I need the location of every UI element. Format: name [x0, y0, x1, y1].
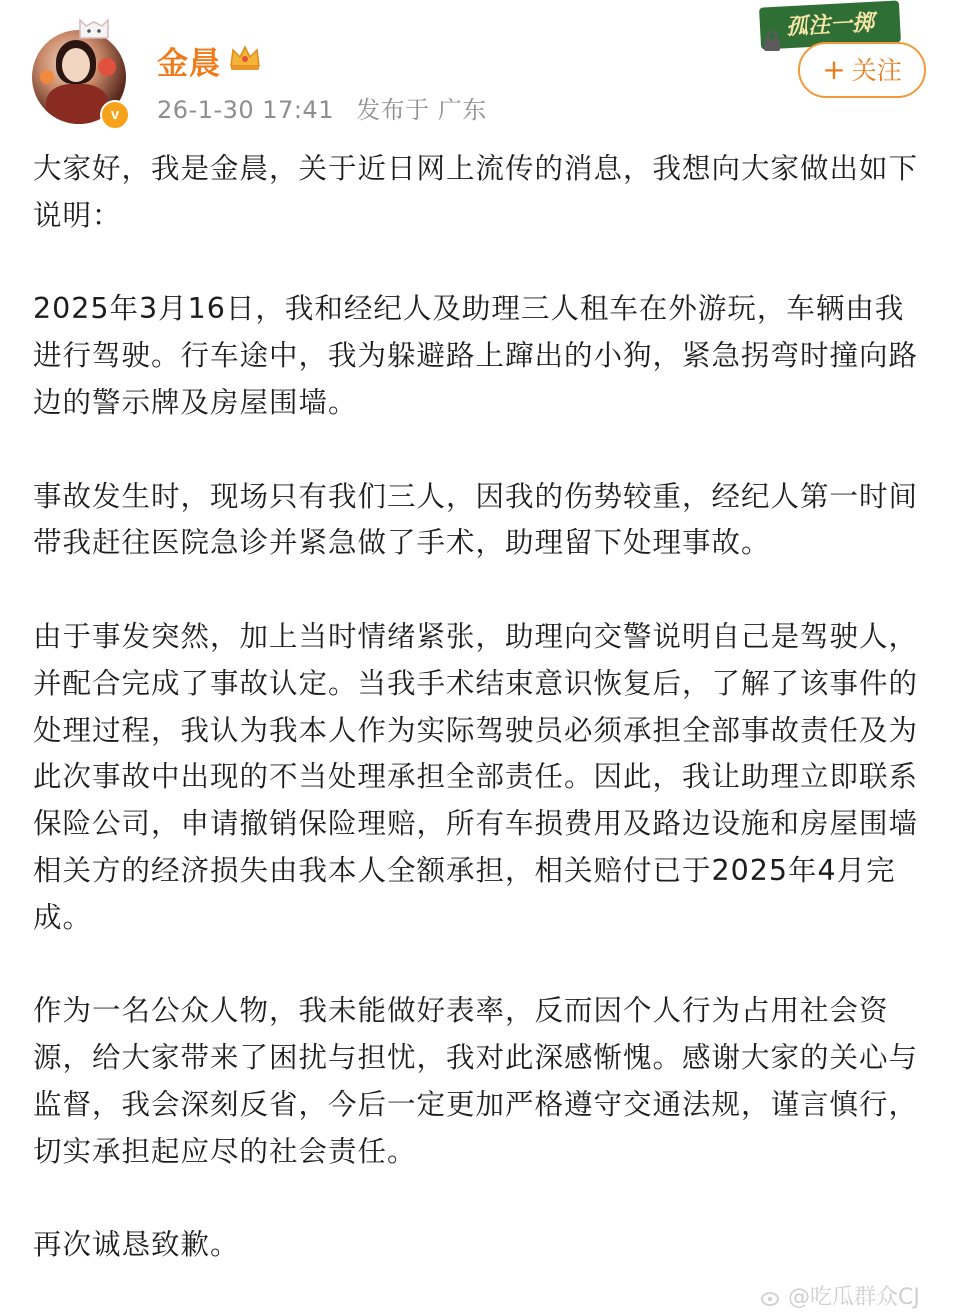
post-body [33, 146, 919, 1316]
follow-button[interactable] [798, 42, 926, 98]
watermark [760, 1280, 920, 1311]
avatar-face [62, 48, 90, 82]
cat-ornament-icon [76, 12, 112, 42]
avatar-dress [46, 84, 108, 124]
lock-icon [760, 30, 786, 52]
post-source: 发布于 广东 [356, 96, 487, 124]
post-meta [157, 90, 501, 125]
post-paragraph: 由于事发突然，加上当时情绪紧张，助理向交警说明自己是驾驶人，并配合完成了事故认定。当我手术结束意识恢复后，了解了该事件的处理过程，我认为我本人作为实际驾驶员必须承担全部事故责任及为此次事故中出现的不当处理承担全部责任。因此，我让助理立即联系保险公司，申请撤销保险理赔，所有车损费用及路边设施和房屋围墙相关方的经济损失由我本人全额承担，相关赔付已于2025年4月完成。 [33, 619, 919, 934]
post-paragraph: 再次诚恳致歉。 [33, 1228, 240, 1262]
avatar-flower [40, 70, 54, 84]
post-header [0, 0, 960, 140]
plus-icon: + [822, 53, 846, 86]
campaign-tag: 孤注一掷 [759, 0, 901, 49]
post-paragraph: 大家好，我是金晨，关于近日网上流传的消息，我想向大家做出如下说明： [33, 152, 919, 232]
verified-badge: v [100, 100, 130, 130]
watermark-text: @吃瓜群众CJ [788, 1285, 920, 1310]
post-timestamp: 26-1-30 17:41 [157, 96, 334, 124]
author-name[interactable]: 金晨 [157, 46, 221, 82]
weibo-logo-icon [760, 1286, 782, 1308]
post-paragraph: 作为一名公众人物，我未能做好表率，反而因个人行为占用社会资源，给大家带来了困扰与担忧，我对此深感惭愧。感谢大家的关心与监督，我会深刻反省，今后一定更加严格遵守交通法规，谨言慎行，切实承担起应尽的社会责任。 [33, 994, 919, 1168]
gold-crown-icon [228, 42, 262, 72]
follow-label: 关注 [851, 56, 902, 85]
post-paragraph: 2025年3月16日，我和经纪人及助理三人租车在外游玩，车辆由我进行驾驶。行车途中，我为躲避路上蹿出的小狗，紧急拐弯时撞向路边的警示牌及房屋围墙。 [33, 292, 919, 419]
avatar-flower [98, 58, 116, 76]
post-paragraph: 事故发生时，现场只有我们三人，因我的伤势较重，经纪人第一时间带我赶往医院急诊并紧急做了手术，助理留下处理事故。 [33, 479, 919, 560]
